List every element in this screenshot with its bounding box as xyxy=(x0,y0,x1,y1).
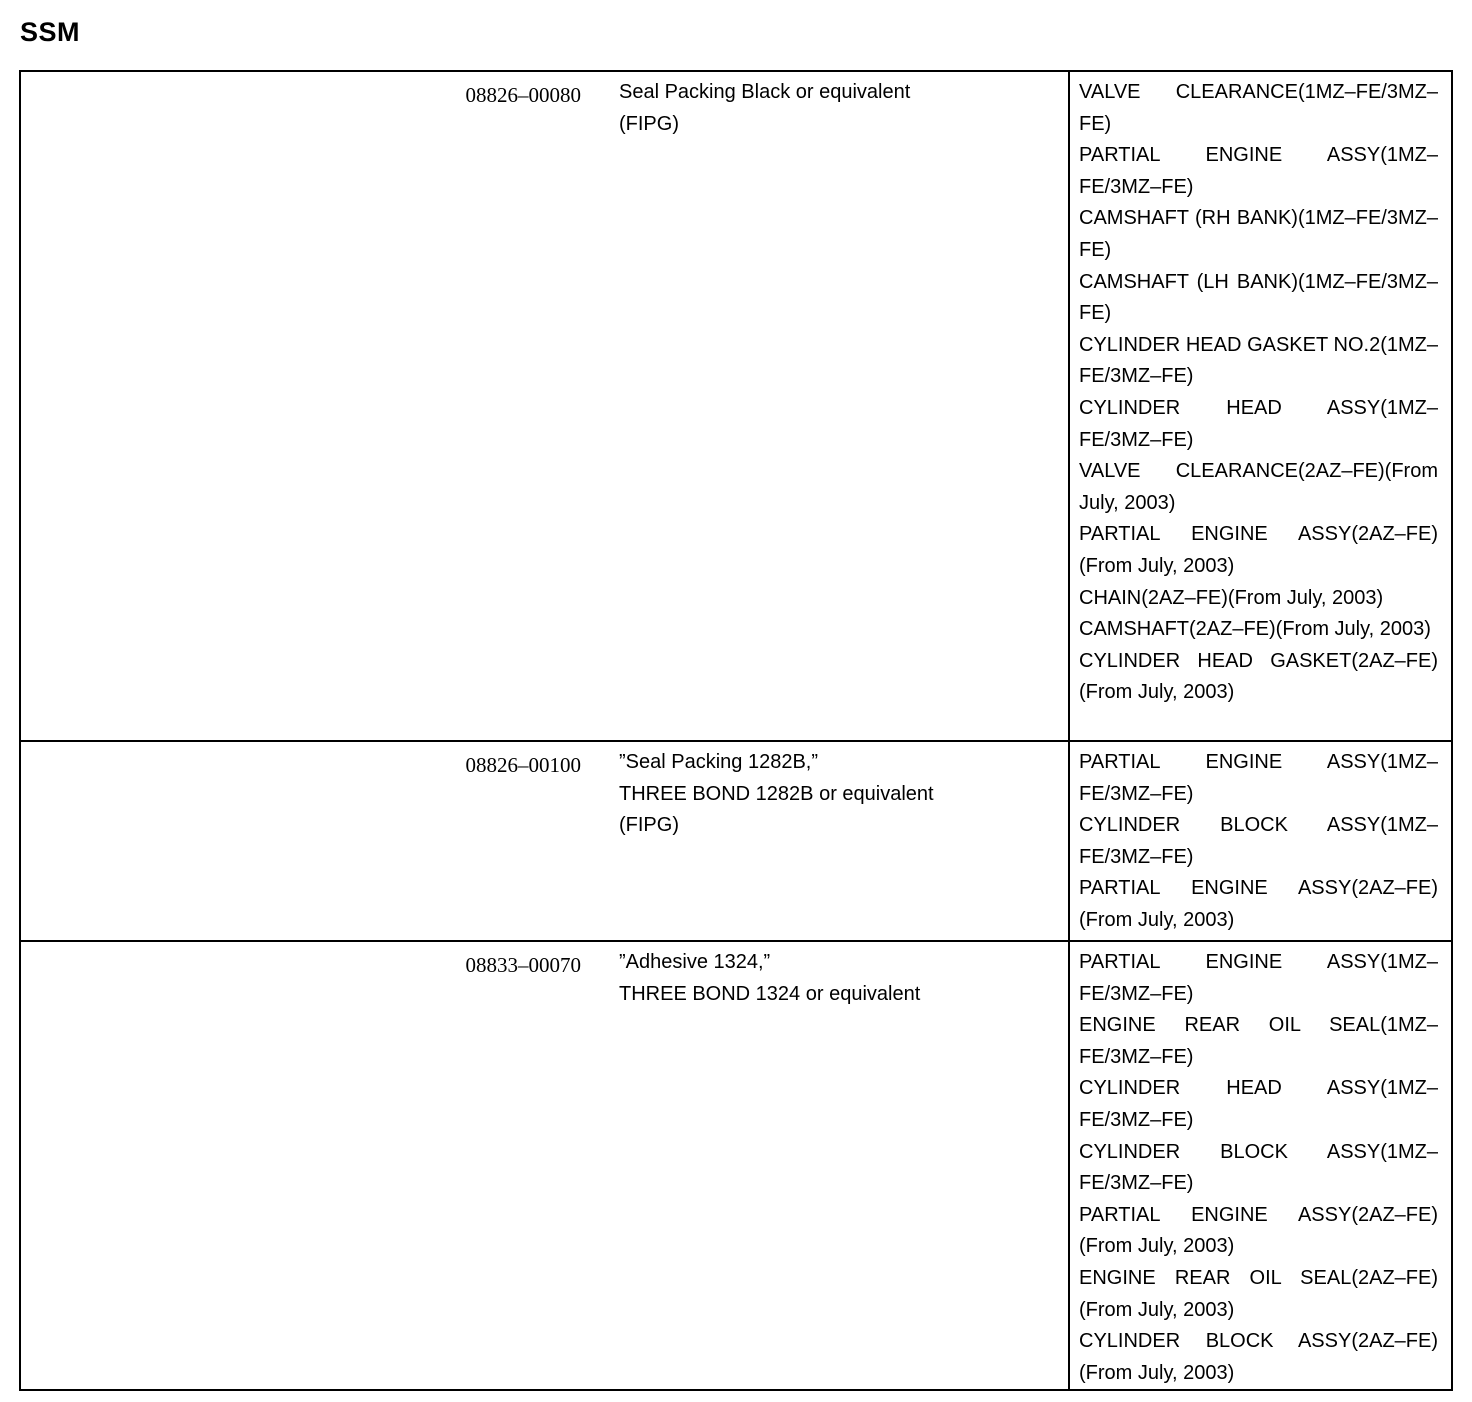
use-item: CYLINDER HEAD GASKET(2AZ–FE)(From July, 2003) xyxy=(1079,649,1438,704)
use-item: CYLINDER HEAD ASSY(1MZ–FE/3MZ–FE) xyxy=(1079,1077,1438,1131)
description-line: (FIPG) xyxy=(619,112,679,135)
description-line: ”Seal Packing 1282B,” xyxy=(619,751,819,773)
use-item: CYLINDER BLOCK ASSY(1MZ–FE/3MZ–FE) xyxy=(1079,814,1438,868)
use-item: CHAIN(2AZ–FE)(From July, 2003) xyxy=(1079,586,1384,609)
uses-cell xyxy=(1069,741,1452,941)
use-item: PARTIAL ENGINE ASSY(1MZ–FE/3MZ–FE) xyxy=(1079,144,1438,198)
uses-cell xyxy=(1069,941,1452,1390)
use-item: CYLINDER BLOCK ASSY(2AZ–FE)(From July, 2003) xyxy=(1079,1330,1438,1384)
part-cell xyxy=(20,941,1069,1390)
use-item: VALVE CLEARANCE(1MZ–FE/3MZ–FE) xyxy=(1079,81,1438,135)
table-row xyxy=(20,71,1452,741)
use-item: PARTIAL ENGINE ASSY(2AZ–FE)(From July, 2003) xyxy=(1079,523,1438,577)
use-item: PARTIAL ENGINE ASSY(1MZ–FE/3MZ–FE) xyxy=(1079,951,1438,1005)
description-line: Seal Packing Black or equivalent xyxy=(619,81,911,103)
use-item: CYLINDER HEAD ASSY(1MZ–FE/3MZ–FE) xyxy=(1079,396,1438,451)
use-item: PARTIAL ENGINE ASSY(1MZ–FE/3MZ–FE) xyxy=(1079,751,1438,805)
part-description xyxy=(619,947,1059,1010)
use-item: PARTIAL ENGINE ASSY(2AZ–FE)(From July, 2003) xyxy=(1079,877,1438,931)
use-item: CYLINDER HEAD GASKET NO.2(1MZ–FE/3MZ–FE) xyxy=(1079,333,1438,388)
use-item: CAMSHAFT (LH BANK)(1MZ–FE/3MZ–FE) xyxy=(1079,270,1438,325)
table-row xyxy=(20,741,1452,941)
use-item: PARTIAL ENGINE ASSY(2AZ–FE)(From July, 2003) xyxy=(1079,1203,1438,1258)
part-cell xyxy=(20,741,1069,941)
use-item: VALVE CLEARANCE(2AZ–FE)(From July, 2003) xyxy=(1079,460,1438,514)
use-item: CAMSHAFT(2AZ–FE)(From July, 2003) xyxy=(1079,618,1431,641)
ssm-table xyxy=(19,70,1453,1391)
part-number: 08833–00070 xyxy=(465,953,581,977)
use-item: ENGINE REAR OIL SEAL(1MZ–FE/3MZ–FE) xyxy=(1079,1014,1438,1068)
part-number: 08826–00100 xyxy=(465,753,581,777)
description-line: THREE BOND 1324 or equivalent xyxy=(619,982,921,1005)
part-number: 08826–00080 xyxy=(465,83,581,107)
part-cell xyxy=(20,71,1069,741)
part-description xyxy=(619,77,1059,140)
table-row xyxy=(20,941,1452,1390)
uses-cell xyxy=(1069,71,1452,741)
description-line: ”Adhesive 1324,” xyxy=(619,951,771,973)
use-item: ENGINE REAR OIL SEAL(2AZ–FE)(From July, 2003) xyxy=(1079,1266,1438,1321)
use-item: CYLINDER BLOCK ASSY(1MZ–FE/3MZ–FE) xyxy=(1079,1140,1438,1195)
part-description xyxy=(619,747,1059,842)
page-title: SSM xyxy=(20,17,81,47)
use-item: CAMSHAFT (RH BANK)(1MZ–FE/3MZ–FE) xyxy=(1079,207,1438,261)
description-line: THREE BOND 1282B or equivalent xyxy=(619,782,934,805)
description-line: (FIPG) xyxy=(619,814,679,837)
